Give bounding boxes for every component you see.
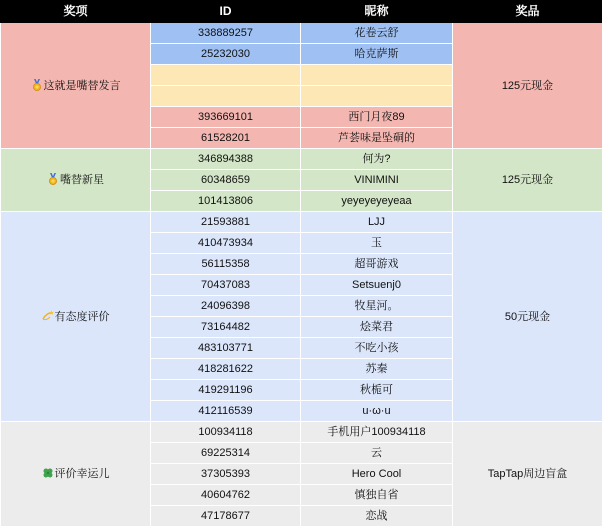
- four-leaf-clover-icon: [42, 466, 54, 478]
- nickname-cell: 手机用户100934118: [301, 422, 453, 443]
- nickname-cell: 超哥游戏: [301, 254, 453, 275]
- dizzy-icon: [42, 309, 54, 321]
- medal-icon: [31, 78, 43, 90]
- nickname-cell: 花卷云舒: [301, 23, 453, 44]
- user-id-cell: 338889257: [151, 23, 301, 44]
- nickname-cell: 恋战: [301, 506, 453, 527]
- prize-cell: 125元现金: [453, 149, 602, 212]
- user-id-cell: 418281622: [151, 359, 301, 380]
- user-id-cell: 60348659: [151, 170, 301, 191]
- nickname-cell: 苏秦: [301, 359, 453, 380]
- nickname-cell: 牧星河。: [301, 296, 453, 317]
- nickname-cell: Setsuenj0: [301, 275, 453, 296]
- user-id-cell: 40604762: [151, 485, 301, 506]
- nickname-cell: 不吃小孩: [301, 338, 453, 359]
- award-category-cell: [1, 23, 151, 149]
- nickname-cell: 秋栀可: [301, 380, 453, 401]
- table-row: [1, 422, 602, 443]
- user-id-cell: 100934118: [151, 422, 301, 443]
- prize-cell: 125元现金: [453, 23, 602, 149]
- nickname-cell: 西门月夜89: [301, 107, 453, 128]
- user-id-cell: 24096398: [151, 296, 301, 317]
- user-id-cell: 410473934: [151, 233, 301, 254]
- award-category-cell: [1, 149, 151, 212]
- prize-cell: TapTap周边盲盒: [453, 422, 602, 527]
- user-id-cell: 69225314: [151, 443, 301, 464]
- user-id-cell: 25232030: [151, 44, 301, 65]
- table-row: [1, 23, 602, 44]
- table-row: [1, 212, 602, 233]
- table-body: [1, 23, 602, 527]
- table-row: [1, 149, 602, 170]
- user-id-cell: 393669101: [151, 107, 301, 128]
- nickname-cell: 云: [301, 443, 453, 464]
- nickname-cell: 玉: [301, 233, 453, 254]
- user-id-cell: 346894388: [151, 149, 301, 170]
- award-category-label: 这就是嘴替发言: [44, 80, 121, 92]
- medal-icon: [47, 172, 59, 184]
- user-id-cell: 483103771: [151, 338, 301, 359]
- header-id: ID: [151, 1, 301, 23]
- nickname-cell: 烩菜君: [301, 317, 453, 338]
- header-nickname: 昵称: [301, 1, 453, 23]
- award-category-cell: [1, 212, 151, 422]
- header-prize: 奖品: [453, 1, 602, 23]
- user-id-cell: 73164482: [151, 317, 301, 338]
- nickname-cell: 芦荟味是坠硐的: [301, 128, 453, 149]
- user-id-cell: 70437083: [151, 275, 301, 296]
- prize-cell: 50元现金: [453, 212, 602, 422]
- user-id-cell: 47178677: [151, 506, 301, 527]
- nickname-cell: 何为?: [301, 149, 453, 170]
- user-id-cell: [151, 65, 301, 86]
- table-header: [1, 1, 602, 23]
- user-id-cell: [151, 86, 301, 107]
- user-id-cell: 37305393: [151, 464, 301, 485]
- nickname-cell: [301, 65, 453, 86]
- header-category: 奖项: [1, 1, 151, 23]
- award-category-label: 评价幸运儿: [55, 468, 110, 480]
- header-row: [1, 1, 602, 23]
- nickname-cell: LJJ: [301, 212, 453, 233]
- nickname-cell: u·ω·u: [301, 401, 453, 422]
- nickname-cell: [301, 86, 453, 107]
- nickname-cell: 慎独自省: [301, 485, 453, 506]
- user-id-cell: 419291196: [151, 380, 301, 401]
- nickname-cell: yeyeyeyeyeaa: [301, 191, 453, 212]
- user-id-cell: 412116539: [151, 401, 301, 422]
- nickname-cell: VINIMINI: [301, 170, 453, 191]
- award-category-cell: [1, 422, 151, 527]
- award-category-label: 有态度评价: [55, 311, 110, 323]
- nickname-cell: Hero Cool: [301, 464, 453, 485]
- user-id-cell: 101413806: [151, 191, 301, 212]
- user-id-cell: 61528201: [151, 128, 301, 149]
- user-id-cell: 56115358: [151, 254, 301, 275]
- user-id-cell: 21593881: [151, 212, 301, 233]
- award-category-label: 嘴替新星: [60, 174, 104, 186]
- nickname-cell: 哈克萨斯: [301, 44, 453, 65]
